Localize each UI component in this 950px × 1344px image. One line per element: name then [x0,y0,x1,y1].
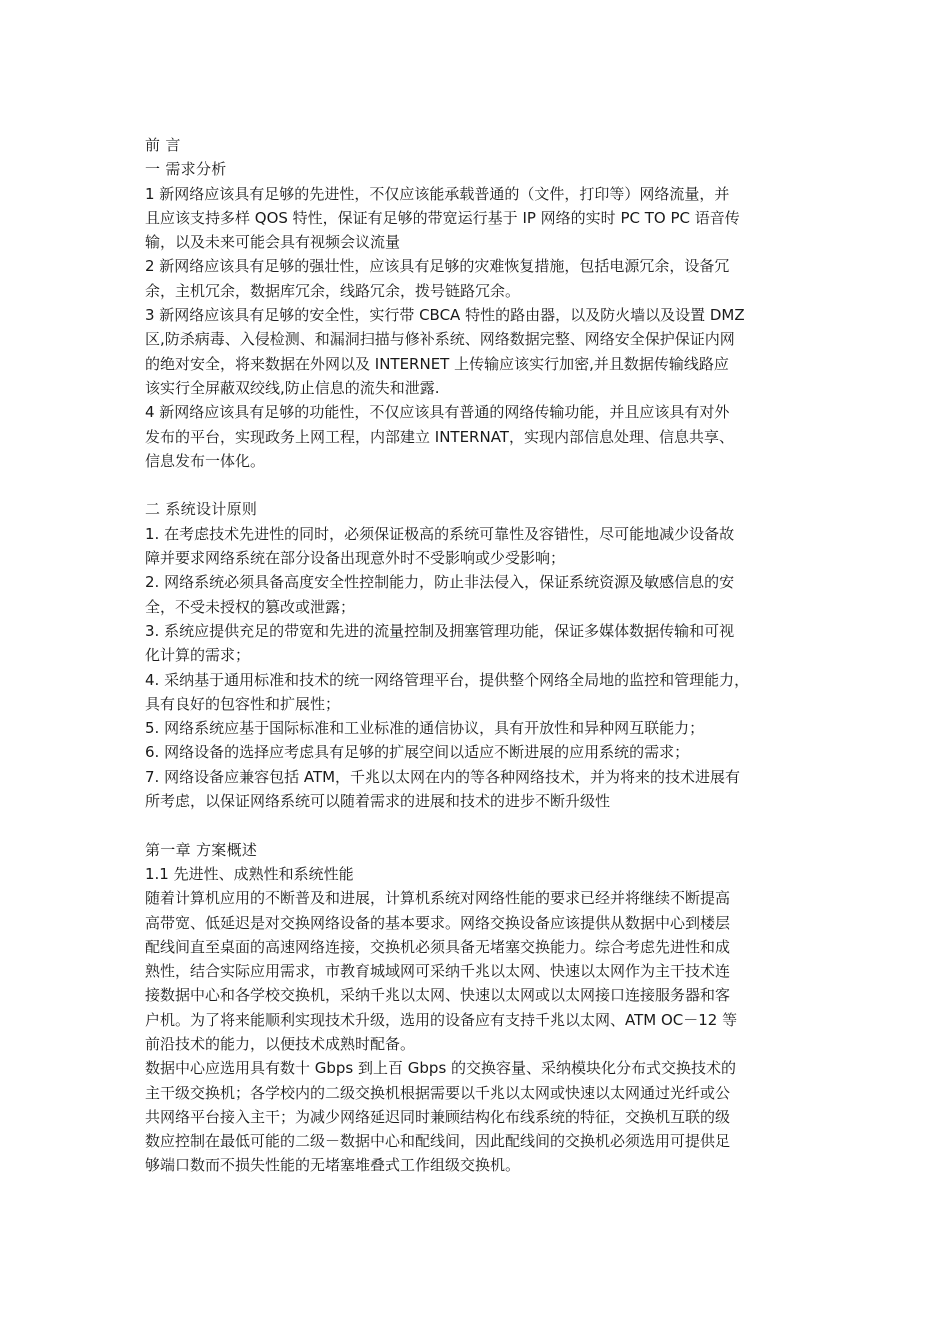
paragraph-line: 5. 网络系统应基于国际标准和工业标准的通信协议，具有开放性和异种网互联能力； [145,719,705,738]
paragraph-line: 高带宽、低延迟是对交换网络设备的基本要求。网络交换设备应该提供从数据中心到楼层 [145,913,731,932]
paragraph-line: 1. 在考虑技术先进性的同时，必须保证极高的系统可靠性及容错性，尽可能地减少设备故 [145,524,735,543]
paragraph-line: 信息发布一体化。 [145,451,266,470]
section-heading-requirements: 一 需求分析 [145,160,227,179]
paragraph-line: 前沿技术的能力，以便技术成熟时配备。 [145,1034,416,1053]
paragraph-line: 6. 网络设备的选择应考虑具有足够的扩展空间以适应不断进展的应用系统的需求； [145,743,690,762]
subsection-heading: 1.1 先进性、成熟性和系统性能 [145,864,354,883]
paragraph-line: 够端口数而不损失性能的无堵塞堆叠式工作组级交换机。 [145,1156,521,1175]
paragraph-line: 该实行全屏蔽双绞线,防止信息的流失和泄露. [145,378,440,397]
paragraph-line: 3. 系统应提供充足的带宽和先进的流量控制及拥塞管理功能，保证多媒体数据传输和可视 [145,621,735,640]
paragraph-line: 3 新网络应该具有足够的安全性，实行带 CBCA 特性的路由器，以及防火墙以及设置 DMZ [145,306,745,325]
section-body-design-principles [145,522,817,814]
section-spacer [145,813,817,837]
paragraph-line: 数据中心应选用具有数十 Gbps 到上百 Gbps 的交换容量、采纳模块化分布式交换技术的 [145,1059,737,1078]
chapter-body-overview [145,886,817,1178]
paragraph-line: 且应该支持多样 QOS 特性，保证有足够的带宽运行基于 IP 网络的实时 PC TO PC 语音传 [145,208,740,227]
paragraph-line: 所考虑，以保证网络系统可以随着需求的进展和技术的进步不断升级性 [145,792,611,811]
paragraph-line: 化计算的需求； [145,646,251,665]
paragraph-line: 随着计算机应用的不断普及和进展，计算机系统对网络性能的要求已经并将继续不断提高 [145,889,731,908]
paragraph-line: 发布的平台，实现政务上网工程，内部建立 INTERNAT，实现内部信息处理、信息共享、 [145,427,734,446]
chapter-heading-overview: 第一章 方案概述 [145,840,258,859]
paragraph-line: 的绝对安全，将来数据在外网以及 INTERNET 上传输应该实行加密,并且数据传输线路应 [145,354,729,373]
paragraph-line: 数应控制在最低可能的二级－数据中心和配线间，因此配线间的交换机必须选用可提供足 [145,1132,731,1151]
paragraph-line: 4 新网络应该具有足够的功能性，不仅应该具有普通的网络传输功能，并且应该具有对外 [145,403,730,422]
paragraph-line: 区,防杀病毒、入侵检测、和漏洞扫描与修补系统、网络数据完整、网络安全保护保证内网 [145,330,735,349]
paragraph-line: 4. 采纳基于通用标准和技术的统一网络管理平台，提供整个网络全局地的监控和管理能力， [145,670,750,689]
paragraph-line: 具有良好的包容性和扩展性； [145,694,341,713]
paragraph-line: 主干级交换机；各学校内的二级交换机根据需要以千兆以太网或快速以太网通过光纤或公 [145,1083,731,1102]
paragraph-line: 熟性，结合实际应用需求，市教育城域网可采纳千兆以太网、快速以太网作为主干技术连 [145,962,731,981]
paragraph-line: 7. 网络设备应兼容包括 ATM，千兆以太网在内的等各种网络技术，并为将来的技术进展有 [145,767,741,786]
paragraph-line: 输，以及未来可能会具有视频会议流量 [145,233,401,252]
preface-title: 前 言 [145,136,181,154]
paragraph-line: 全，不受未授权的篡改或泄露； [145,597,356,616]
paragraph-line: 配线间直至桌面的高速网络连接，交换机必须具备无堵塞交换能力。综合考虑先进性和成 [145,937,731,956]
paragraph-line: 2. 网络系统必须具备高度安全性控制能力，防止非法侵入，保证系统资源及敏感信息的安 [145,573,735,592]
document-page [145,133,817,1178]
paragraph-line: 余，主机冗余，数据库冗余，线路冗余，拨号链路冗余。 [145,281,521,300]
paragraph-line: 户机。为了将来能顺利实现技术升级，选用的设备应有支持千兆以太网、ATM OC－12 等 [145,1010,738,1029]
paragraph-line: 障并要求网络系统在部分设备出现意外时不受影响或少受影响； [145,549,566,568]
section-heading-design-principles: 二 系统设计原则 [145,500,258,519]
paragraph-line: 共网络平台接入主干；为减少网络延迟同时兼顾结构化布线系统的特征，交换机互联的级 [145,1107,731,1126]
paragraph-line: 2 新网络应该具有足够的强壮性，应该具有足够的灾难恢复措施，包括电源冗余，设备冗 [145,257,730,276]
paragraph-line: 1 新网络应该具有足够的先进性，不仅应该能承载普通的（文件，打印等）网络流量，并 [145,184,730,203]
section-spacer [145,473,817,497]
paragraph-line: 接数据中心和各学校交换机，采纳千兆以太网、快速以太网或以太网接口连接服务器和客 [145,986,731,1005]
section-body-requirements [145,182,817,474]
